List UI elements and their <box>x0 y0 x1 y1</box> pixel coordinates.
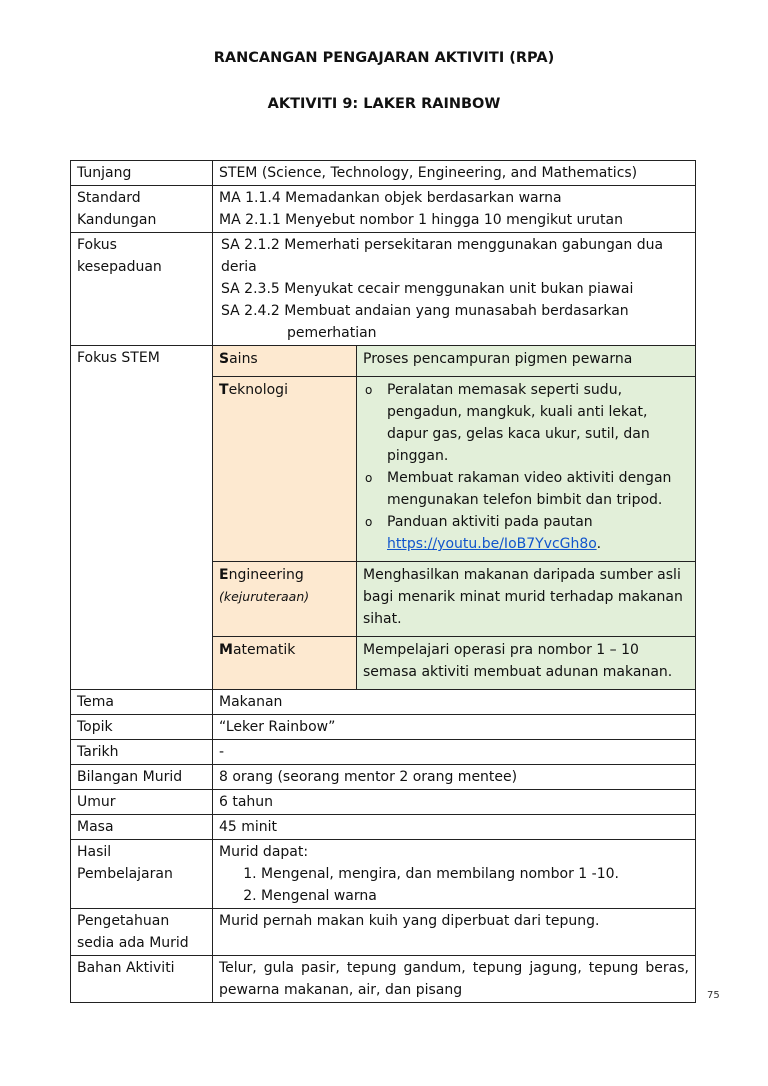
row-label <box>71 840 213 909</box>
stem-row-matematik <box>213 637 695 690</box>
row-value: 45 minit <box>213 815 696 840</box>
stem-label: Engineering (kejuruteraan) <box>213 562 357 637</box>
page-title: RANCANGAN PENGAJARAN AKTIVITI (RPA) <box>213 50 555 66</box>
row-label: Umur <box>71 790 213 815</box>
list-item: 2. Mengenal warna <box>261 885 689 907</box>
table-row <box>71 161 696 186</box>
list-item: o Peralatan memasak seperti sudu, pengadun, mangkuk, kuali anti lekat, dapur gas, gelas kaca ukur, sutil, dan pinggan. <box>363 379 689 467</box>
row-value: Makanan <box>213 690 696 715</box>
row-value <box>213 186 696 233</box>
teknologi-list <box>363 379 689 555</box>
table-row <box>71 840 696 909</box>
table-row <box>71 690 696 715</box>
circle-bullet-icon: o <box>365 383 373 397</box>
label-line: Standard <box>77 190 141 206</box>
row-value <box>213 233 696 346</box>
stem-label: Sains <box>213 346 357 377</box>
table-row <box>71 346 696 690</box>
row-value: “Leker Rainbow” <box>213 715 696 740</box>
table-row <box>71 233 696 346</box>
stem-value <box>357 377 696 562</box>
row-value: Telur, gula pasir, tepung gandum, tepung jagung, tepung beras, pewarna makanan, air, dan pisang <box>213 956 696 1003</box>
row-label <box>71 186 213 233</box>
label-line: Pengetahuan <box>77 913 170 929</box>
standard-item: MA 2.1.1 Menyebut nombor 1 hingga 10 mengikut urutan <box>219 212 623 228</box>
stem-row-engineering <box>213 562 695 637</box>
row-label: Topik <box>71 715 213 740</box>
stem-value: Mempelajari operasi pra nombor 1 – 10 semasa aktiviti membuat adunan makanan. <box>357 637 696 690</box>
label-line: sedia ada Murid <box>77 935 189 951</box>
page-number: 75 <box>707 990 720 1001</box>
table-row <box>71 815 696 840</box>
stem-table <box>213 346 695 689</box>
stem-label-sub: (kejuruteraan) <box>219 589 310 604</box>
hasil-list <box>219 863 689 907</box>
table-row <box>71 956 696 1003</box>
table-row <box>71 765 696 790</box>
fokus-item: SA 2.1.2 Memerhati persekitaran menggunakan gabungan dua deria <box>221 237 664 275</box>
circle-bullet-icon: o <box>365 515 373 529</box>
stem-label: Teknologi <box>213 377 357 562</box>
row-label: Fokus kesepaduan <box>71 233 213 346</box>
stem-value: Proses pencampuran pigmen pewarna <box>357 346 696 377</box>
stem-value: Menghasilkan makanan daripada sumber asli bagi menarik minat murid terhadap makanan sihat. <box>357 562 696 637</box>
row-label <box>71 909 213 956</box>
table-row <box>71 715 696 740</box>
row-label: Bilangan Murid <box>71 765 213 790</box>
row-label: Fokus STEM <box>71 346 213 690</box>
table-row <box>71 790 696 815</box>
label-line: Pembelajaran <box>77 866 173 882</box>
row-label: Bahan Aktiviti <box>71 956 213 1003</box>
stem-row-teknologi <box>213 377 695 562</box>
label-line: Hasil <box>77 844 112 860</box>
list-item: 1. Mengenal, mengira, dan membilang nombor 1 -10. <box>261 863 689 885</box>
fokus-item: SA 2.3.5 Menyukat cecair menggunakan unit bukan piawai <box>221 281 634 297</box>
list-item: o Membuat rakaman video aktiviti dengan mengunakan telefon bimbit dan tripod. <box>363 467 689 511</box>
row-value: STEM (Science, Technology, Engineering, and Mathematics) <box>213 161 696 186</box>
table-row <box>71 186 696 233</box>
stem-cell <box>213 346 696 690</box>
row-value <box>213 840 696 909</box>
row-label: Tunjang <box>71 161 213 186</box>
table-row <box>71 909 696 956</box>
activity-title: AKTIVITI 9: LAKER RAINBOW <box>267 96 501 112</box>
hasil-intro: Murid dapat: <box>219 844 309 860</box>
rpa-table <box>70 160 696 1003</box>
fokus-item-continued: pemerhatian <box>287 325 377 341</box>
row-label: Masa <box>71 815 213 840</box>
row-value: 6 tahun <box>213 790 696 815</box>
fokus-item: SA 2.4.2 Membuat andaian yang munasabah berdasarkan <box>221 303 629 319</box>
row-label: Tarikh <box>71 740 213 765</box>
row-value: 8 orang (seorang mentor 2 orang mentee) <box>213 765 696 790</box>
circle-bullet-icon: o <box>365 471 373 485</box>
list-item: o Panduan aktiviti pada pautan https://youtu.be/IoB7YvcGh8o. <box>363 511 689 555</box>
label-line: Kandungan <box>77 212 157 228</box>
row-label: Tema <box>71 690 213 715</box>
table-row <box>71 740 696 765</box>
stem-row-sains <box>213 346 695 377</box>
standard-item: MA 1.1.4 Memadankan objek berdasarkan warna <box>219 190 562 206</box>
row-value: Murid pernah makan kuih yang diperbuat dari tepung. <box>213 909 696 956</box>
youtube-link[interactable]: https://youtu.be/IoB7YvcGh8o <box>387 536 597 552</box>
stem-label: Matematik <box>213 637 357 690</box>
row-value: - <box>213 740 696 765</box>
